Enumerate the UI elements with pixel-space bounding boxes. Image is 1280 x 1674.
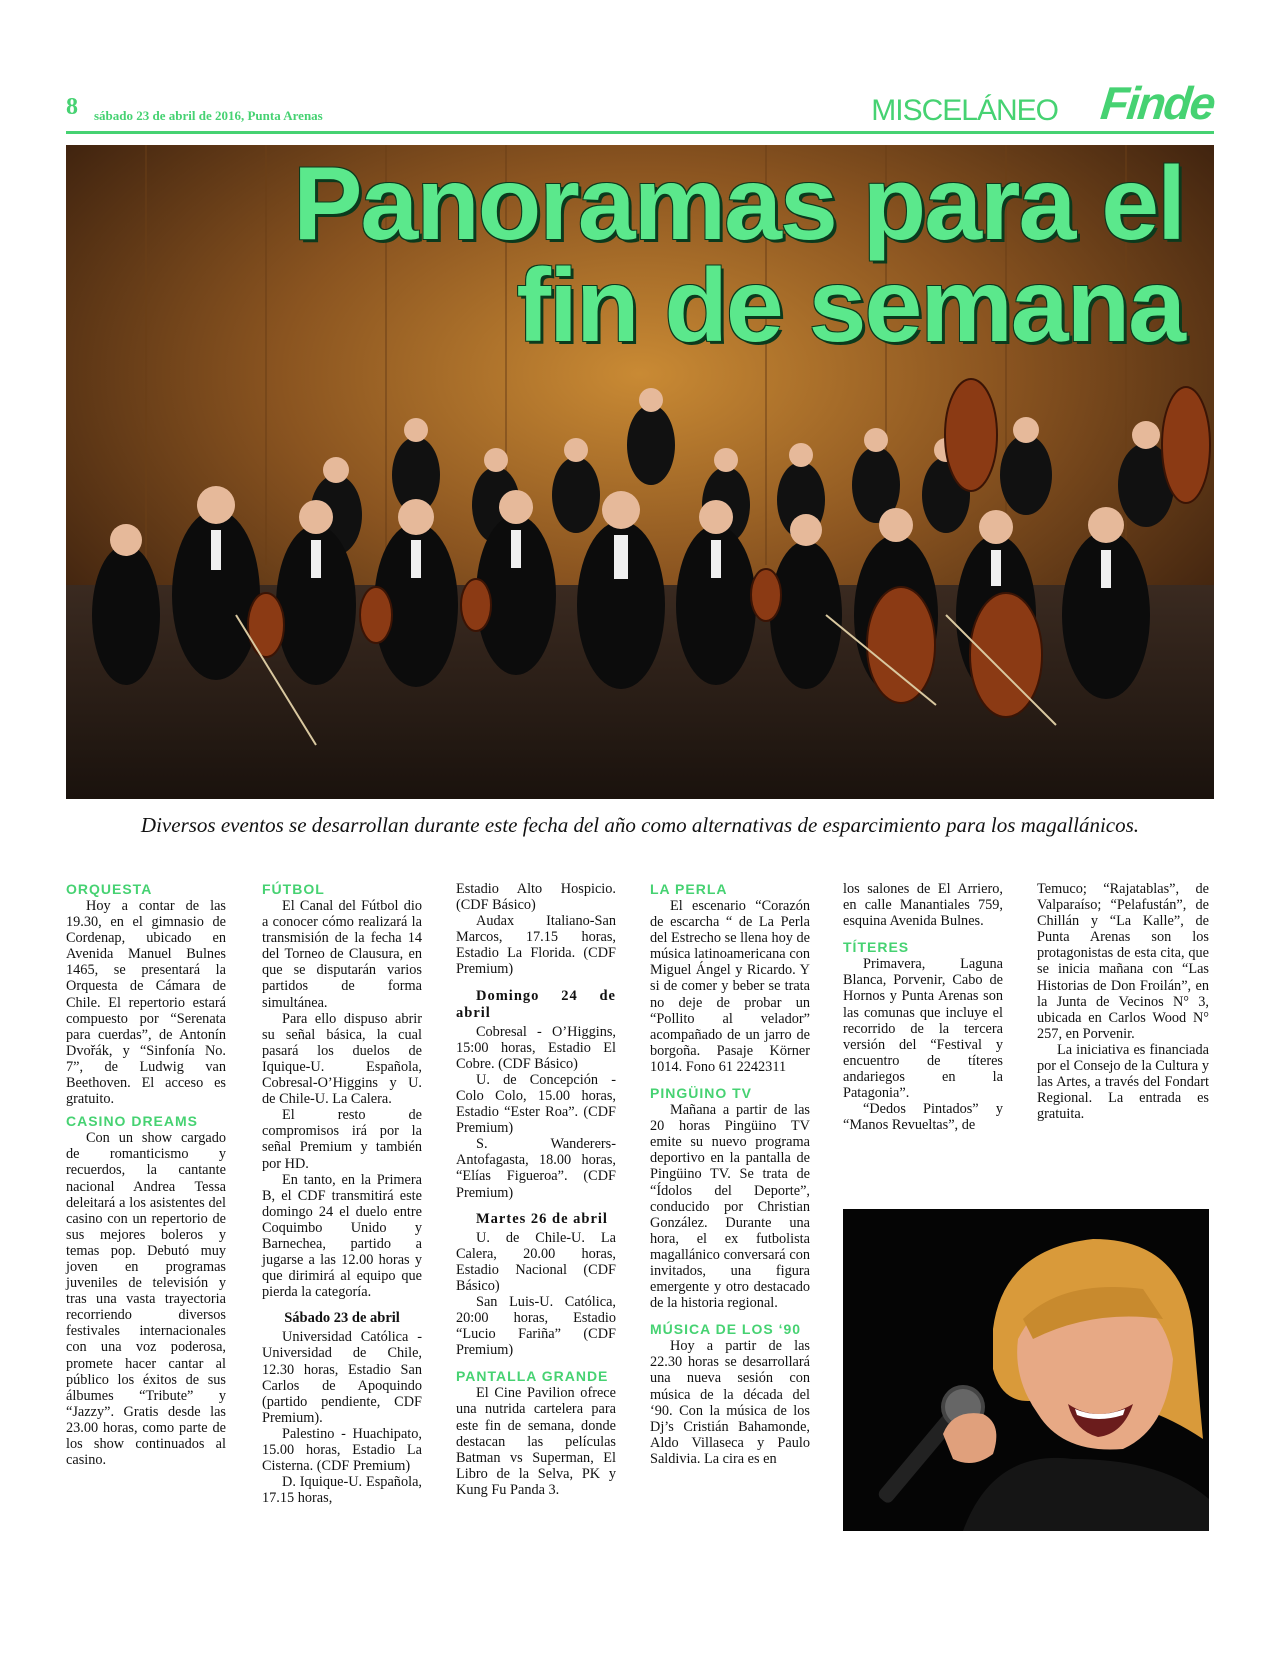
- subheading-martes: Martes 26 de abril: [476, 1210, 608, 1227]
- headline: [184, 146, 1184, 364]
- paragraph: La iniciativa es financiada por el Consejo de la Cultura y las Artes, a través del Fondart Regional. La entrada es gratuita.: [1037, 1041, 1209, 1123]
- paragraph: Cobresal - O’Higgins, 15:00 horas, Estadio El Cobre. (CDF Básico): [456, 1023, 616, 1072]
- heading-pinguino-tv: PINGÜINO TV: [650, 1085, 753, 1102]
- paragraph: D. Iquique-U. Española, 17.15 horas,: [262, 1474, 422, 1507]
- column-2: [262, 881, 422, 1506]
- paragraph: U. de Chile-U. La Calera, 20.00 horas, Estadio Nacional (CDF Básico): [456, 1229, 616, 1294]
- column-4: [650, 881, 810, 1467]
- header-rule: [66, 131, 1214, 134]
- date-line: sábado 23 de abril de 2016, Punta Arenas: [94, 108, 323, 123]
- deck-caption: Diversos eventos se desarrollan durante este fecha del año como alternativas de esparcimiento para los magallánicos.: [140, 813, 1140, 837]
- headline-line-2: fin de semana: [516, 248, 1184, 364]
- column-5: [843, 881, 1003, 1133]
- paragraph: Mañana a partir de las 20 horas Pingüino TV emite su nuevo programa deportivo en la pantalla de Pingüino TV. Se trata de “Ídolos del Deporte”, conducido por Christian González. Durante una hora, el ex futbolista magallánico conversará con invitados, una figura emergente y otro destacado de la historia regional.: [650, 1102, 810, 1312]
- column-1: [66, 881, 226, 1468]
- heading-futbol: FÚTBOL: [262, 881, 325, 897]
- page-header: [66, 77, 1217, 129]
- subheading-domingo: Domingo 24 de abril: [456, 987, 616, 1021]
- page-number: 8: [66, 94, 78, 120]
- paragraph: Para ello dispuso abrir su señal básica, la cual pasará los duelos de Iquique-U. Española, Cobresal-O’Higgins y U. de Chile-U. La Calera.: [262, 1010, 422, 1108]
- orchestra-photo: [66, 145, 1214, 799]
- singer-photo-image: [843, 1209, 1209, 1531]
- heading-la-perla: LA PERLA: [650, 881, 728, 897]
- paragraph: S. Wanderers-Antofagasta, 18.00 horas, “Elías Figueroa”. (CDF Premium): [456, 1136, 616, 1201]
- paragraph: Estadio Alto Hospicio. (CDF Básico): [456, 881, 616, 914]
- paragraph: El Canal del Fútbol dio a conocer cómo realizará la transmisión de la fecha 14 del Torneo de Clausura, en que se disputarán varios partidos de forma simultánea.: [262, 898, 422, 1011]
- column-3: [456, 881, 616, 1498]
- paragraph: Universidad Católica - Universidad de Chile, 12.30 horas, Estadio San Carlos de Apoquindo (partido pendiente, CDF Premium).: [262, 1329, 422, 1426]
- headline-line-1: Panoramas para el: [293, 146, 1184, 262]
- singer-photo: [843, 1209, 1209, 1531]
- paragraph: Temuco; “Rajatablas”, de Valparaíso; “Pelafustán”, de Chillán y “La Kalle”, de Punta Arenas son los protagonistas de esta cita, que se inicia mañana con “Las Historias de Don Froilán”, en la Junta de Vecinos N° 3, ubicada en Carlos Wood N° 257, en Porvenir.: [1037, 881, 1209, 1042]
- paragraph: El Cine Pavilion ofrece una nutrida cartelera para este fin de semana, donde destacan las películas Batman vs Superman, El Libro de la Selva, PK y Kung Fu Panda 3.: [456, 1385, 616, 1498]
- paragraph: “Dedos Pintados” y “Manos Revueltas”, de: [843, 1101, 1003, 1134]
- heading-titeres: TÍTERES: [843, 939, 910, 956]
- paragraph: Hoy a partir de las 22.30 horas se desarrollará una nueva sesión con música de la década del ‘90. Con la música de los Dj’s Cristián Bahamonde, Aldo Villaseca y Paulo Saldivia. La cira es en: [650, 1338, 810, 1467]
- paragraph: Con un show cargado de romanticismo y recuerdos, la cantante nacional Andrea Tessa deleitará a los asistentes del casino con un repertorio de sus mejores boleros y temas pop. Debutó muy joven en programas juveniles de televisión y tras una vasta trayectoria recorriendo diversos festivales internacionales con una voz poderosa, promete hacer cantar al público los éxitos de sus álbumes “Tribute” y “Jazzy”. Gratis desde las 23.00 horas, como parte de los show continuados al casino.: [66, 1130, 226, 1469]
- paragraph: Audax Italiano-San Marcos, 17.15 horas, Estadio La Florida. (CDF Premium): [456, 913, 616, 978]
- paragraph: Primavera, Laguna Blanca, Porvenir, Cabo de Hornos y Punta Arenas son las comunas que incluye el recorrido de la tercera versión del “Festival y encuentro de títeres andariegos en la Patagonia”.: [843, 956, 1003, 1102]
- paragraph: los salones de El Arriero, en calle Manantiales 759, esquina Avenida Bulnes.: [843, 881, 1003, 930]
- section-name: MISCELÁNEO: [871, 94, 1058, 127]
- heading-musica-90: MÚSICA DE LOS ‘90: [650, 1321, 802, 1338]
- paragraph: San Luis-U. Católica, 20:00 horas, Estadio “Lucio Fariña” (CDF Premium): [456, 1293, 616, 1359]
- paragraph: En tanto, en la Primera B, el CDF transmitirá este domingo 24 el duelo entre Coquimbo Unido y Barnechea, partido a jugarse a las 12.00 horas y que dirimirá al equipo que pierda la categoría.: [262, 1171, 422, 1301]
- heading-pantalla-grande: PANTALLA GRANDE: [456, 1368, 609, 1385]
- paragraph: Palestino - Huachipato, 15.00 horas, Estadio La Cisterna. (CDF Premium): [262, 1425, 422, 1475]
- paragraph: U. de Concepción - Colo Colo, 15.00 horas, Estadio “Ester Roa”. (CDF Premium): [456, 1071, 616, 1137]
- paragraph: El resto de compromisos irá por la señal Premium y también por HD.: [262, 1107, 422, 1172]
- heading-casino-dreams: CASINO DREAMS: [66, 1113, 199, 1130]
- brand-logo: Finde: [1098, 77, 1217, 129]
- heading-orquesta: ORQUESTA: [66, 881, 153, 897]
- column-6: [1037, 881, 1209, 1122]
- paragraph: El escenario “Corazón de escarcha “ de La Perla del Estrecho se llena hoy de música latinoamericana con Miguel Ángel y Ricardo. Y si de comer y beber se trata no deje de probar un “Pollito al velador” acompañado de un jarro de borgoña. Pasaje Körner 1014. Fono 61 2242311: [650, 898, 810, 1075]
- subheading-sabado: Sábado 23 de abril: [284, 1310, 400, 1327]
- paragraph: Hoy a contar de las 19.30, en el gimnasio de Cordenap, ubicado en Avenida Manuel Bulnes 1465, se presentará la Orquesta de Cámara de Chile. El repertorio estará compuesto por “Serenata para cuerdas”, de Antonín Dvořák, y “Sinfonía No. 7”, de Ludwig van Beethoven. El acceso es gratuito.: [66, 898, 226, 1108]
